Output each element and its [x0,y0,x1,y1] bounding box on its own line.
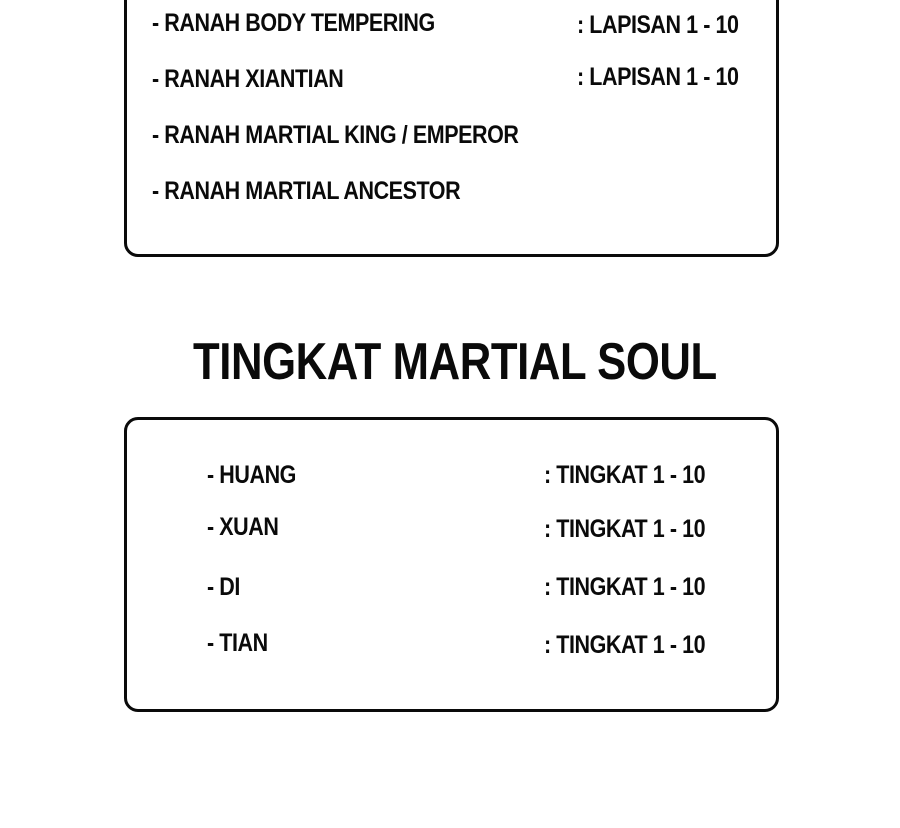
section-title: TINGKAT MARTIAL SOUL [193,333,717,391]
realm-row-label: - RANAH XIANTIAN [152,65,344,93]
realm-row-label: - RANAH BODY TEMPERING [152,9,435,37]
soul-row-value: : TINGKAT 1 - 10 [544,631,706,659]
soul-row-value: : TINGKAT 1 - 10 [544,461,706,489]
soul-row-value: : TINGKAT 1 - 10 [544,515,706,543]
soul-row-label: - HUANG [207,461,296,489]
soul-row-label: - XUAN [207,513,279,541]
soul-row-label: - TIAN [207,629,268,657]
soul-row-value: : TINGKAT 1 - 10 [544,573,706,601]
realm-row-value: : LAPISAN 1 - 10 [577,63,739,91]
realm-row-label: - RANAH MARTIAL ANCESTOR [152,177,461,205]
realm-row-label: - RANAH MARTIAL KING / EMPEROR [152,121,519,149]
realm-row-value: : LAPISAN 1 - 10 [577,11,739,39]
soul-row-label: - DI [207,573,240,601]
